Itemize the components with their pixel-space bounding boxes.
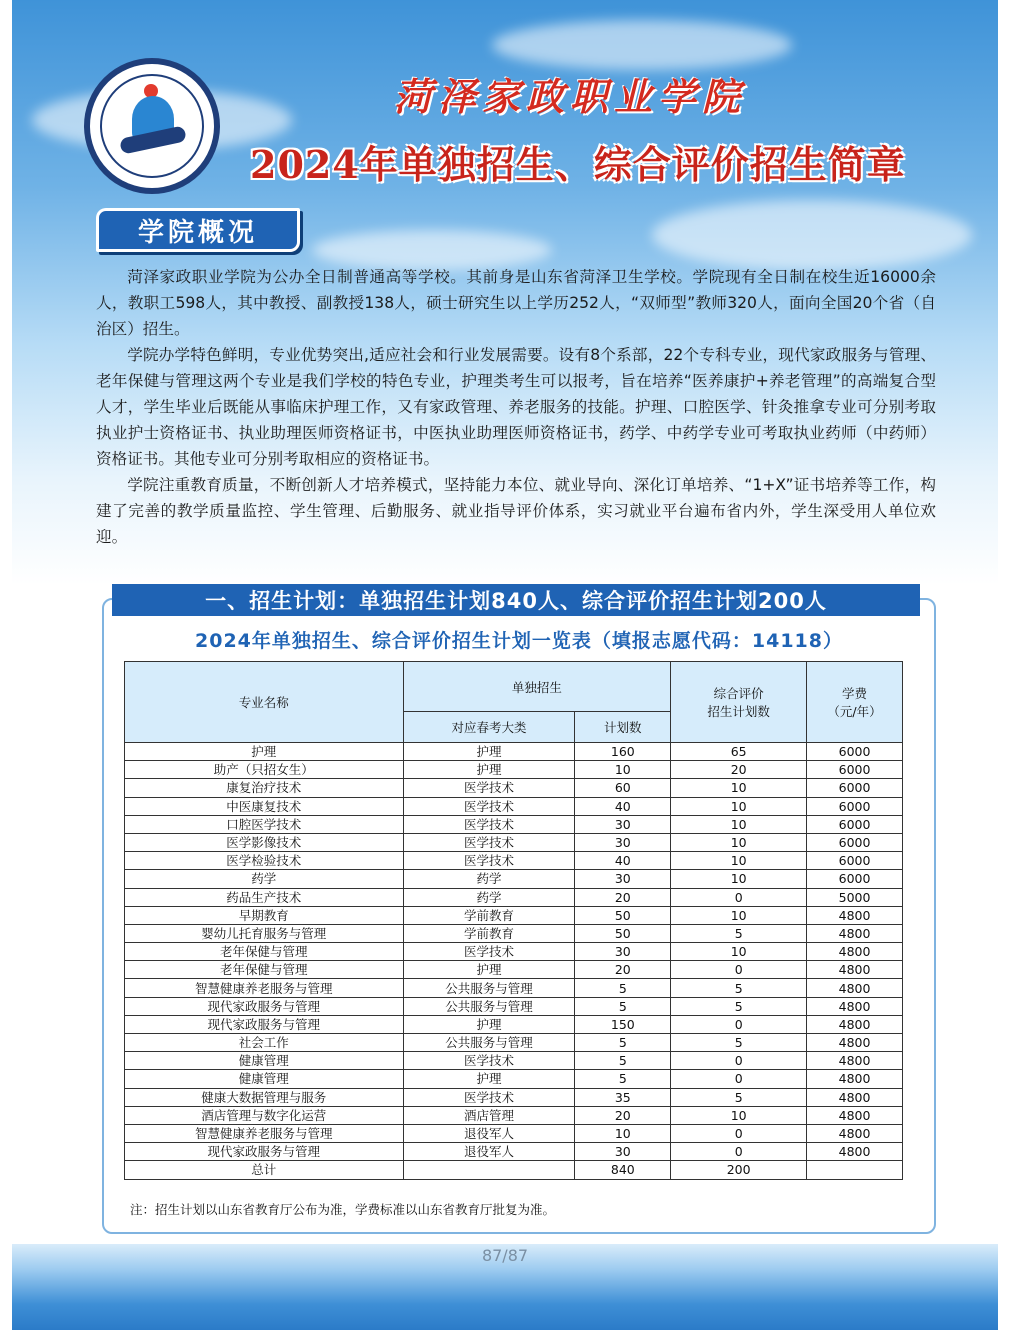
header-comprehensive <box>671 662 807 743</box>
cell-count: 20 <box>575 888 671 906</box>
cell-major: 早期教育 <box>125 906 404 924</box>
cell-comprehensive: 10 <box>671 870 807 888</box>
cell-fee: 4800 <box>807 924 903 942</box>
table-row <box>125 1088 903 1106</box>
cell-major: 婴幼儿托育服务与管理 <box>125 924 404 942</box>
cell-major: 护理 <box>125 743 404 761</box>
cell-category: 公共服务与管理 <box>403 997 575 1015</box>
overview-paragraph: 菏泽家政职业学院为公办全日制普通高等学校。其前身是山东省菏泽卫生学校。学院现有全日制在校生近16000余人，教职工598人，其中教授、副教授138人，硕士研究生以上学历252人，“双师型”教师320人，面向全国20个省（自治区）招生。 <box>96 268 936 338</box>
cloud-decoration <box>652 200 972 270</box>
table-row <box>125 961 903 979</box>
page-title: 2024年单独招生、综合评价招生简章 <box>250 142 906 187</box>
cell-category: 医学技术 <box>403 943 575 961</box>
cell-major: 智慧健康养老服务与管理 <box>125 979 404 997</box>
cell-category: 学前教育 <box>403 906 575 924</box>
table-row <box>125 852 903 870</box>
cell-comprehensive: 10 <box>671 815 807 833</box>
cell-fee: 6000 <box>807 815 903 833</box>
cell-fee: 6000 <box>807 761 903 779</box>
cell-count: 10 <box>575 761 671 779</box>
header-major: 专业名称 <box>125 662 404 743</box>
cell-major: 医学影像技术 <box>125 833 404 851</box>
table-row <box>125 1124 903 1142</box>
header-comprehensive-line2: 招生计划数 <box>707 704 770 719</box>
cell-major: 现代家政服务与管理 <box>125 997 404 1015</box>
cell-category: 公共服务与管理 <box>403 979 575 997</box>
table-row <box>125 779 903 797</box>
overview-text <box>96 264 936 550</box>
cell-comprehensive: 0 <box>671 1124 807 1142</box>
cell-count: 40 <box>575 852 671 870</box>
cell-major: 健康管理 <box>125 1052 404 1070</box>
enrollment-plan-table <box>124 661 903 1180</box>
header-comprehensive-line1: 综合评价 <box>713 686 764 701</box>
cell-category: 退役军人 <box>403 1143 575 1161</box>
table-row <box>125 797 903 815</box>
cell-fee: 4800 <box>807 1088 903 1106</box>
cell-count: 60 <box>575 779 671 797</box>
table-row <box>125 1052 903 1070</box>
cell-fee: 4800 <box>807 906 903 924</box>
table-note: 注：招生计划以山东省教育厅公布为准，学费标准以山东省教育厅批复为准。 <box>130 1202 556 1217</box>
cell-comprehensive: 0 <box>671 1015 807 1033</box>
header-fee <box>807 662 903 743</box>
cell-count: 840 <box>575 1161 671 1179</box>
cell-fee: 6000 <box>807 779 903 797</box>
header-single: 单独招生 <box>403 662 671 712</box>
header-count: 计划数 <box>575 712 671 743</box>
cell-major: 总计 <box>125 1161 404 1179</box>
cell-comprehensive: 10 <box>671 1106 807 1124</box>
cell-count: 30 <box>575 1143 671 1161</box>
cell-category: 学前教育 <box>403 924 575 942</box>
cell-comprehensive: 5 <box>671 997 807 1015</box>
cell-count: 5 <box>575 1034 671 1052</box>
cell-count: 50 <box>575 924 671 942</box>
table-row <box>125 1143 903 1161</box>
cell-major: 健康大数据管理与服务 <box>125 1088 404 1106</box>
header-fee-line1: 学费 <box>842 686 868 701</box>
cell-comprehensive: 0 <box>671 1070 807 1088</box>
table-row <box>125 1070 903 1088</box>
cell-category: 药学 <box>403 870 575 888</box>
cell-major: 中医康复技术 <box>125 797 404 815</box>
cell-fee: 6000 <box>807 743 903 761</box>
cell-fee: 4800 <box>807 1034 903 1052</box>
cell-fee: 4800 <box>807 943 903 961</box>
cell-category: 药学 <box>403 888 575 906</box>
table-row <box>125 743 903 761</box>
cell-count: 40 <box>575 797 671 815</box>
cell-comprehensive: 5 <box>671 924 807 942</box>
cell-fee: 4800 <box>807 1106 903 1124</box>
cell-major: 现代家政服务与管理 <box>125 1015 404 1033</box>
cell-count: 150 <box>575 1015 671 1033</box>
cell-major: 助产（只招女生） <box>125 761 404 779</box>
cell-category: 护理 <box>403 1015 575 1033</box>
table-row <box>125 924 903 942</box>
cell-major: 康复治疗技术 <box>125 779 404 797</box>
overview-paragraph: 学院注重教育质量，不断创新人才培养模式，坚持能力本位、就业导向、深化订单培养、“1+X”证书培养等工作，构建了完善的教学质量监控、学生管理、后勤服务、就业指导评价体系，实习就业平台遍布省内外，学生深受用人单位欢迎。 <box>96 476 936 546</box>
cell-fee: 6000 <box>807 833 903 851</box>
cell-major: 药品生产技术 <box>125 888 404 906</box>
table-row <box>125 997 903 1015</box>
cell-fee: 5000 <box>807 888 903 906</box>
cell-count: 30 <box>575 815 671 833</box>
table-row <box>125 1106 903 1124</box>
cell-category: 护理 <box>403 743 575 761</box>
overview-badge: 学院概况 <box>96 208 300 252</box>
cell-major: 口腔医学技术 <box>125 815 404 833</box>
cell-major: 药学 <box>125 870 404 888</box>
cell-count: 5 <box>575 1052 671 1070</box>
table-row <box>125 906 903 924</box>
cell-category: 医学技术 <box>403 1088 575 1106</box>
cell-count: 30 <box>575 870 671 888</box>
cloud-decoration <box>492 20 792 70</box>
header-category: 对应春考大类 <box>403 712 575 743</box>
cell-fee: 4800 <box>807 1124 903 1142</box>
cell-comprehensive: 10 <box>671 906 807 924</box>
cell-fee: 6000 <box>807 797 903 815</box>
cell-major: 老年保健与管理 <box>125 961 404 979</box>
overview-paragraph: 学院办学特色鲜明，专业优势突出,适应社会和行业发展需要。设有8个系部，22个专科专业，现代家政服务与管理、老年保健与管理这两个专业是我们学校的特色专业，护理类考生可以报考，旨在培养“医养康护+养老管理”的高端复合型人才，学生毕业后既能从事临床护理工作，又有家政管理、养老服务的技能。护理、口腔医学、针灸推拿专业可分别考取执业护士资格证书、执业助理医师资格证书，中医执业助理医师资格证书，药学、中药学专业可考取执业药师（中药师）资格证书。其他专业可分别考取相应的资格证书。 <box>96 346 936 468</box>
cell-fee: 4800 <box>807 961 903 979</box>
cell-category: 医学技术 <box>403 852 575 870</box>
table-row <box>125 870 903 888</box>
cell-category: 医学技术 <box>403 779 575 797</box>
cell-major: 健康管理 <box>125 1070 404 1088</box>
cell-comprehensive: 5 <box>671 1034 807 1052</box>
cell-fee <box>807 1161 903 1179</box>
cell-fee: 6000 <box>807 852 903 870</box>
cell-major: 社会工作 <box>125 1034 404 1052</box>
cell-count: 10 <box>575 1124 671 1142</box>
cell-category: 酒店管理 <box>403 1106 575 1124</box>
page-number: 87/87 <box>481 1246 529 1265</box>
cell-comprehensive: 5 <box>671 1088 807 1106</box>
cell-category: 医学技术 <box>403 1052 575 1070</box>
cell-major: 现代家政服务与管理 <box>125 1143 404 1161</box>
cell-category: 医学技术 <box>403 833 575 851</box>
cell-comprehensive: 5 <box>671 979 807 997</box>
table-row <box>125 815 903 833</box>
cell-category: 医学技术 <box>403 797 575 815</box>
cell-fee: 4800 <box>807 1052 903 1070</box>
cell-comprehensive: 10 <box>671 797 807 815</box>
table-row <box>125 833 903 851</box>
table-row <box>125 1015 903 1033</box>
cell-category: 护理 <box>403 761 575 779</box>
school-logo <box>84 58 220 194</box>
cell-count: 50 <box>575 906 671 924</box>
cell-fee: 4800 <box>807 1015 903 1033</box>
cell-category: 护理 <box>403 961 575 979</box>
cell-comprehensive: 0 <box>671 1143 807 1161</box>
cell-count: 20 <box>575 961 671 979</box>
school-name: 菏泽家政职业学院 <box>394 74 747 119</box>
cell-category: 退役军人 <box>403 1124 575 1142</box>
cell-count: 20 <box>575 1106 671 1124</box>
table-row <box>125 1034 903 1052</box>
cell-comprehensive: 10 <box>671 943 807 961</box>
cell-count: 5 <box>575 997 671 1015</box>
cell-category: 护理 <box>403 1070 575 1088</box>
cell-comprehensive: 0 <box>671 961 807 979</box>
plan-banner: 一、招生计划：单独招生计划840人、综合评价招生计划200人 <box>112 584 920 616</box>
cell-comprehensive: 65 <box>671 743 807 761</box>
cell-fee: 4800 <box>807 997 903 1015</box>
header-fee-line2: （元/年） <box>827 704 882 719</box>
cell-fee: 4800 <box>807 1143 903 1161</box>
cell-comprehensive: 10 <box>671 852 807 870</box>
brochure-page <box>12 0 998 1330</box>
cell-count: 5 <box>575 979 671 997</box>
table-row <box>125 979 903 997</box>
cell-count: 35 <box>575 1088 671 1106</box>
cell-comprehensive: 200 <box>671 1161 807 1179</box>
cell-fee: 4800 <box>807 979 903 997</box>
cell-count: 160 <box>575 743 671 761</box>
table-row <box>125 943 903 961</box>
table-row <box>125 888 903 906</box>
cell-comprehensive: 10 <box>671 833 807 851</box>
cell-major: 老年保健与管理 <box>125 943 404 961</box>
cell-category: 公共服务与管理 <box>403 1034 575 1052</box>
cell-major: 医学检验技术 <box>125 852 404 870</box>
cell-count: 30 <box>575 943 671 961</box>
table-title: 2024年单独招生、综合评价招生计划一览表（填报志愿代码：14118） <box>195 630 843 652</box>
cell-major: 智慧健康养老服务与管理 <box>125 1124 404 1142</box>
table-total-row <box>125 1161 903 1179</box>
cell-comprehensive: 20 <box>671 761 807 779</box>
cell-count: 5 <box>575 1070 671 1088</box>
table-row <box>125 761 903 779</box>
cell-category: 医学技术 <box>403 815 575 833</box>
cell-category <box>403 1161 575 1179</box>
cell-fee: 6000 <box>807 870 903 888</box>
cell-major: 酒店管理与数字化运营 <box>125 1106 404 1124</box>
cell-count: 30 <box>575 833 671 851</box>
cell-fee: 4800 <box>807 1070 903 1088</box>
cell-comprehensive: 10 <box>671 779 807 797</box>
cell-comprehensive: 0 <box>671 888 807 906</box>
cell-comprehensive: 0 <box>671 1052 807 1070</box>
